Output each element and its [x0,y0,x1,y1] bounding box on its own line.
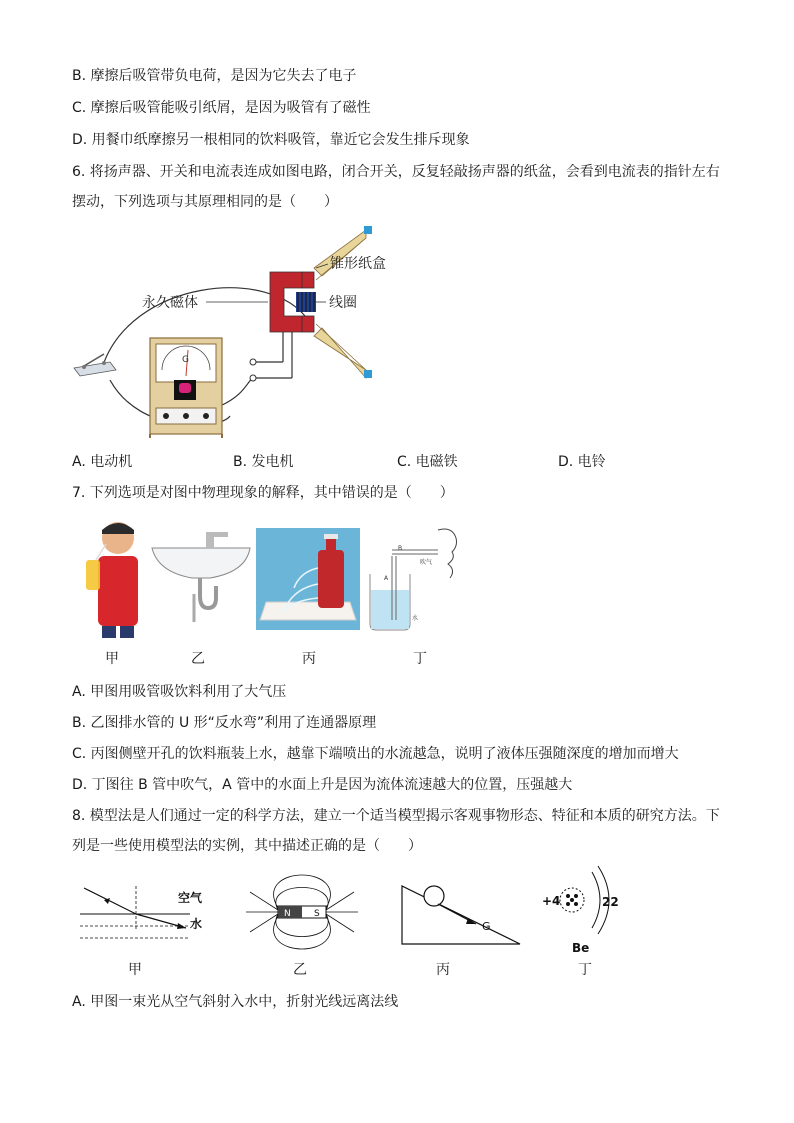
q8-refraction-figure [78,880,210,944]
q5-option-b: B. 摩擦后吸管带负电荷，是因为它失去了电子 [72,68,357,84]
q7-boy-drinking-figure [80,516,140,638]
water-label: 水 [190,917,203,931]
switch-icon [74,354,116,376]
q8-stem-line2: 列是一些使用模型法的实例，其中描述正确的是（ ） [72,838,422,854]
q7-caption-yi: 乙 [191,651,205,667]
q8-magnet-field-figure [246,870,358,954]
q7-sink-figure [150,528,252,624]
north-pole-label: N [284,909,291,919]
meter-letter: G [182,355,189,365]
tube-a-label: A [384,575,389,582]
south-pole-label: S [314,909,320,919]
cone-label: 锥形纸盒 [330,256,386,272]
gravity-label: G [482,920,491,933]
air-label: 空气 [178,891,203,905]
q6-stem-line2: 摆动，下列选项与其原理相同的是（ ） [72,194,338,210]
q8-caption-bing: 丙 [436,962,450,978]
q6-stem-line1: 6. 将扬声器、开关和电流表连成如图电路，闭合开关，反复轻敲扬声器的纸盆，会看到电流表的指针左右 [72,164,720,180]
coil-label: 线圈 [329,295,357,311]
q7-option-a: A. 甲图用吸管吸饮料利用了大气压 [72,684,287,700]
q6-option-a: A. 电动机 [72,454,133,470]
tube-b-label: B [398,545,403,552]
q6-option-b: B. 发电机 [233,454,294,470]
electron-shell-label: 22 [602,895,619,909]
blow-label: 吹气 [420,559,433,566]
q7-option-d: D. 丁图往 B 管中吹气，A 管中的水面上升是因为流体流速越大的位置，压强越大 [72,777,573,793]
q8-caption-jia: 甲 [128,962,142,978]
q6-circuit-figure [70,220,390,440]
q5-option-d: D. 用餐巾纸摩擦另一根相同的饮料吸管，靠近它会发生排斥现象 [72,132,470,148]
q7-stem: 7. 下列选项是对图中物理现象的解释，其中错误的是（ ） [72,485,454,501]
q8-option-a: A. 甲图一束光从空气斜射入水中，折射光线远离法线 [72,994,399,1010]
q5-option-c: C. 摩擦后吸管能吸引纸屑，是因为吸管有了磁性 [72,100,371,116]
coil-icon [296,292,316,312]
q6-option-c: C. 电磁铁 [397,454,458,470]
q7-option-b: B. 乙图排水管的 U 形“反水弯”利用了连通器原理 [72,715,377,731]
q7-caption-jia: 甲 [105,651,119,667]
q8-caption-ding: 丁 [578,962,592,978]
galvanometer-icon [150,338,222,438]
q6-option-d: D. 电铃 [558,454,606,470]
q7-option-c: C. 丙图侧壁开孔的饮料瓶装上水，越靠下端喷出的水流越急，说明了液体压强随深度的增加而增大 [72,746,679,762]
q7-caption-ding: 丁 [413,651,427,667]
q7-bottle-figure [256,528,360,630]
q8-caption-yi: 乙 [293,962,307,978]
q8-stem-line1: 8. 模型法是人们通过一定的科学方法，建立一个适当模型揭示客观事物形态、特征和本质的研究方法。下 [72,808,720,824]
element-symbol-label: Be [572,941,590,955]
magnet-label: 永久磁体 [142,295,198,311]
q7-caption-bing: 丙 [302,651,316,667]
q7-blowing-figure [364,520,468,632]
q8-incline-figure [400,884,522,946]
nucleus-charge-label: +4 [542,894,561,908]
q8-atom-figure [540,862,630,954]
water-label: 水 [412,615,419,622]
